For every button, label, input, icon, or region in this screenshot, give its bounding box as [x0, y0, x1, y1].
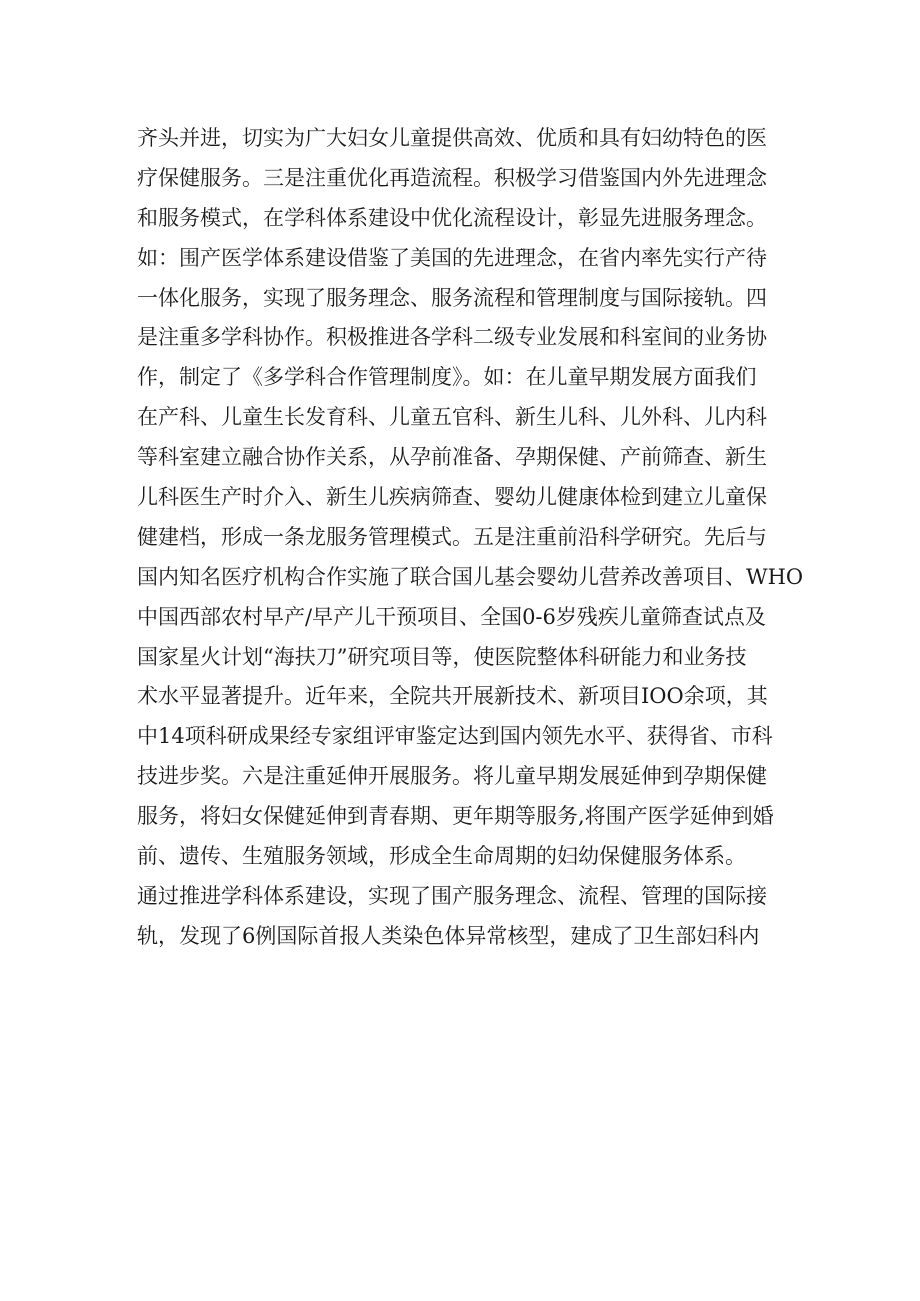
text-line: 一体化服务，实现了服务理念、服务流程和管理制度与国际接轨。四 — [137, 285, 767, 310]
body-text — [137, 119, 804, 957]
text-line: 技进步奖。六是注重延伸开展服务。将儿童早期发展延伸到孕期保健 — [137, 764, 767, 789]
text-line: 国家星火计划“海扶刀”研究项目等，使医院整体科研能力和业务技 — [137, 644, 747, 669]
text-line: 轨，发现了6例国际首报人类染色体异常核型，建成了卫生部妇科内 — [137, 923, 760, 948]
text-line: 服务，将妇女保健延伸到青春期、更年期等服务,将围产医学延伸到婚 — [137, 804, 774, 829]
text-line: 作，制定了《多学科合作管理制度》。如：在儿童早期发展方面我们 — [137, 365, 757, 390]
text-line: 和服务模式，在学科体系建设中优化流程设计，彰显先进服务理念。 — [137, 205, 767, 230]
text-line: 中国西部农村早产/早产儿干预项目、全国0-6岁残疾儿童筛查试点及 — [137, 604, 766, 629]
text-line: 健建档，形成一条龙服务管理模式。五是注重前沿科学研究。先后与 — [137, 524, 767, 549]
text-line: 国内知名医疗机构合作实施了联合国儿基会婴幼儿营养改善项目、WHO — [137, 564, 804, 589]
text-line: 通过推进学科体系建设，实现了围产服务理念、流程、管理的国际接 — [137, 883, 767, 908]
text-line: 疗保健服务。三是注重优化再造流程。积极学习借鉴国内外先进理念 — [137, 165, 767, 190]
text-line: 术水平显著提升。近年来，全院共开展新技术、新项目IOO余项，其 — [137, 684, 768, 709]
text-line: 中14项科研成果经专家组评审鉴定达到国内领先水平、获得省、市科 — [137, 724, 773, 749]
text-line: 齐头并进，切实为广大妇女儿童提供高效、优质和具有妇幼特色的医 — [137, 126, 767, 150]
text-line: 是注重多学科协作。积极推进各学科二级专业发展和科室间的业务协 — [137, 325, 767, 350]
text-line: 儿科医生产时介入、新生儿疾病筛查、婴幼儿健康体检到建立儿童保 — [137, 485, 767, 510]
text-line: 在产科、儿童生长发育科、儿童五官科、新生儿科、儿外科、儿内科 — [137, 405, 767, 430]
text-line: 如：围产医学体系建设借鉴了美国的先进理念，在省内率先实行产待 — [137, 245, 767, 270]
text-line: 等科室建立融合协作关系，从孕前准备、孕期保健、产前筛查、新生 — [137, 445, 767, 470]
text-line: 前、遗传、生殖服务领域，形成全生命周期的妇幼保健服务体系。 — [137, 844, 746, 869]
